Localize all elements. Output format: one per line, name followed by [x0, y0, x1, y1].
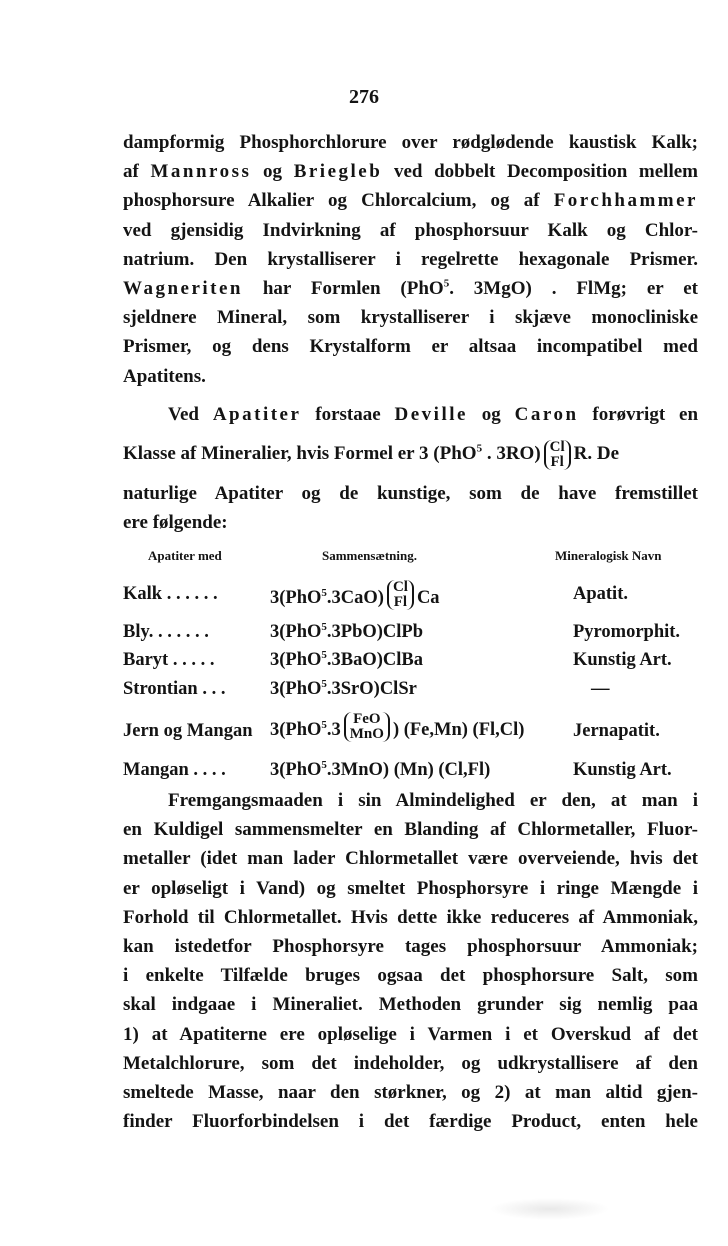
- text-line: Forhold til Chlormetallet. Hvis dette ikke reduceres af Ammoniak,: [123, 906, 698, 928]
- table-row: Mangan . . . . 3(PhO$^5$.3MnO) (Mn) (Cl,Fl) Kunstig Art.: [123, 758, 672, 780]
- text-line: Wagneriten har Formlen (PhO$^5$. 3MgO) . FlMg; er et: [123, 277, 698, 299]
- column-header-apatiter: Apatiter med: [148, 548, 222, 563]
- brace-group: Cl Fl: [544, 440, 571, 470]
- text-line: dampformig Phosphorchlorure over rødglødende kaustisk Kalk;: [123, 132, 698, 153]
- text-line: Fremgangsmaaden i sin Almindelighed er den, at man i: [168, 790, 698, 811]
- text-line: Metalchlorure, som det indeholder, og udkrystallisere af den: [123, 1052, 698, 1074]
- brace-group: FeO MnO: [344, 712, 390, 742]
- text-line: ere følgende:: [123, 512, 228, 534]
- text-line: metaller (idet man lader Chlormetallet være overveiende, hvis det: [123, 848, 698, 870]
- paragraph-1: [123, 128, 698, 391]
- text-line: en Kuldigel sammensmelter en Blanding af Chlormetaller, Fluor-: [123, 819, 698, 841]
- text-line: natrium. Den krystalliserer i regelrette hexagonale Prismer.: [123, 248, 698, 270]
- text-line: Ved Apatiter forstaae Deville og Caron forøvrigt en: [168, 404, 699, 425]
- text-line: naturlige Apatiter og de kunstige, som de have fremstillet: [123, 483, 698, 505]
- column-header-composition: Sammensætning.: [322, 548, 417, 563]
- table-row: Kalk . . . . . . 3(PhO$^5$.3CaO) Cl Fl Ca Apatit.: [123, 579, 628, 610]
- scan-smudge: [490, 1198, 610, 1220]
- text-line: ved gjensidig Indvirkning af phosphorsuur Kalk og Chlor-: [123, 219, 698, 241]
- text-line: Apatitens.: [123, 365, 206, 387]
- paragraph-2: [123, 400, 698, 538]
- paragraph-3: [123, 786, 698, 1136]
- text-line: er opløseligt i Vand) og smeltet Phosphorsyre i ringe Mængde i: [123, 877, 698, 899]
- text-line: 1) at Apatiterne ere opløselige i Varmen i et Overskud af det: [123, 1023, 698, 1045]
- table-row: Bly. . . . . . . 3(PhO$^5$.3PbO)ClPb Pyromorphit.: [123, 620, 681, 642]
- formula-line: Klasse af Mineralier, hvis Formel er 3 (PhO$^5$ . 3RO) Cl Fl R. De: [123, 438, 620, 470]
- brace-group: Cl Fl: [387, 580, 414, 610]
- text-line: phosphorsure Alkalier og Chlorcalcium, og af Forchhammer: [123, 190, 698, 212]
- page-number: 276: [349, 86, 379, 108]
- text-line: kan istedetfor Phosphorsyre tages phosphorsuur Ammoniak;: [123, 935, 698, 957]
- text-line: i enkelte Tilfælde bruges ogsaa det phosphorsure Salt, som: [123, 965, 698, 987]
- table-row: Strontian . . . 3(PhO$^5$.3SrO)ClSr —: [123, 677, 610, 699]
- text-line: af Mannross og Briegleb ved dobbelt Decomposition mellem: [123, 161, 699, 183]
- column-header-mineral: Mineralogisk Navn: [555, 548, 662, 563]
- text-line: Prismer, og dens Krystalform er altsaa incompatibel med: [123, 336, 698, 358]
- table-row: Baryt . . . . . 3(PhO$^5$.3BaO)ClBa Kunstig Art.: [123, 648, 672, 670]
- text-line: smeltede Masse, naar den størkner, og 2) at man altid gjen-: [123, 1081, 698, 1103]
- text-line: finder Fluorforbindelsen i det færdige Product, enten hele: [123, 1111, 698, 1133]
- table-row: Jern og Mangan 3(PhO$^5$.3 FeO MnO ) (Fe,Mn) (Fl,Cl) Jernapatit.: [123, 711, 660, 742]
- text-line: sjeldnere Mineral, som krystalliserer i skjæve monocliniske: [123, 307, 698, 329]
- text-line: skal indgaae i Mineraliet. Methoden grunder sig nemlig paa: [123, 994, 698, 1016]
